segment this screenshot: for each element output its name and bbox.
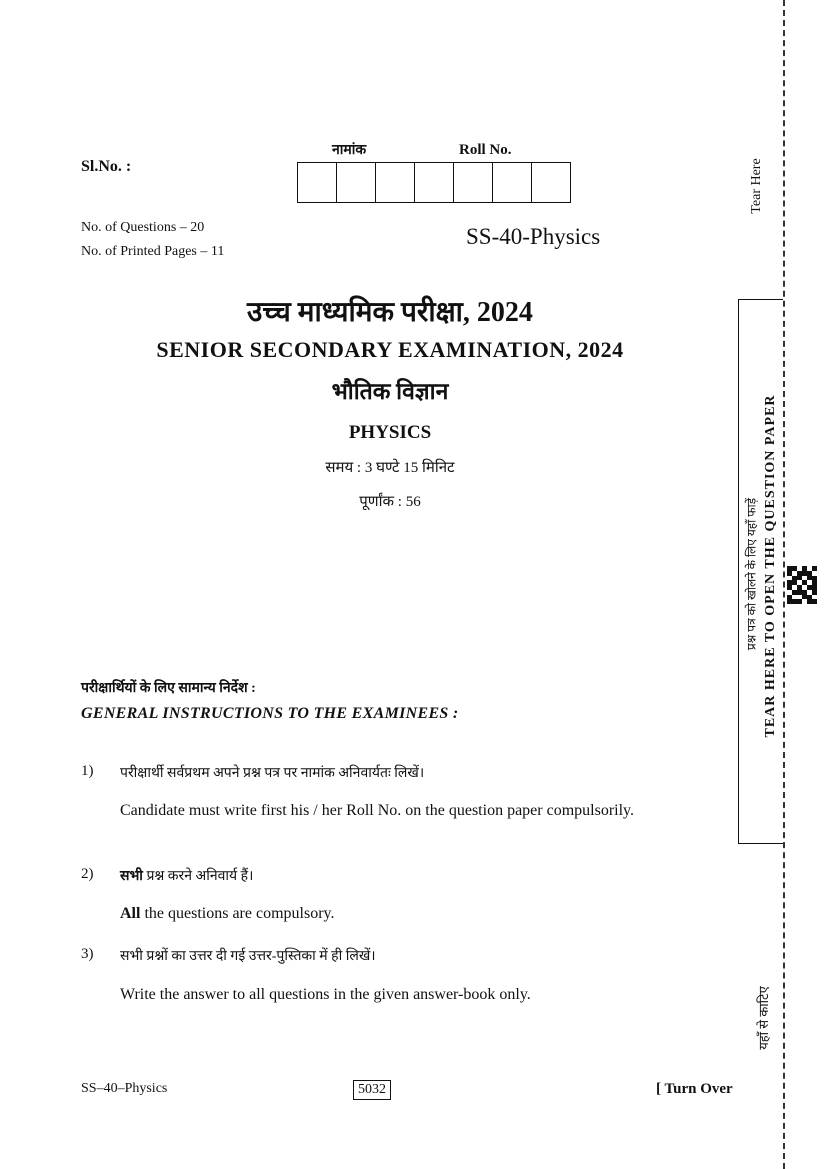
qr-code-icon bbox=[787, 566, 817, 604]
instruction-hindi: परीक्षार्थी सर्वप्रथम अपने प्रश्न पत्र पर नामांक अनिवार्यतः लिखें। bbox=[120, 766, 425, 781]
emphasis-text: All bbox=[120, 905, 141, 922]
number-of-questions: No. of Questions – 20 bbox=[81, 220, 205, 235]
instruction-english: Candidate must write first his / her Roll No. on the question paper compulsorily. bbox=[120, 802, 634, 819]
instruction-hindi: सभी प्रश्नों का उत्तर दी गई उत्तर-पुस्तिका में ही लिखें। bbox=[120, 949, 376, 964]
turn-over-label: [ Turn Over bbox=[656, 1081, 733, 1097]
exam-duration: समय : 3 घण्टे 15 मिनिट bbox=[325, 460, 455, 476]
instruction-text: प्रश्न करने अनिवार्य हैं। bbox=[142, 869, 254, 884]
tear-here-label: Tear Here bbox=[749, 158, 764, 214]
emphasis-text: सभी bbox=[120, 869, 143, 884]
instruction-english: Write the answer to all questions in the given answer-book only. bbox=[120, 986, 531, 1003]
instructions-heading: GENERAL INSTRUCTIONS TO THE EXAMINEES : bbox=[81, 705, 459, 722]
roll-digit-box[interactable] bbox=[415, 163, 454, 202]
cut-here-label: यहाँ से काटिए bbox=[756, 986, 771, 1050]
exam-title-hindi: उच्च माध्यमिक परीक्षा, 2024 bbox=[247, 297, 533, 328]
roll-digit-box[interactable] bbox=[298, 163, 337, 202]
roll-number-label: Roll No. bbox=[459, 142, 512, 158]
roll-digit-box[interactable] bbox=[493, 163, 532, 202]
instruction-number: 3) bbox=[81, 946, 94, 962]
roll-digit-box[interactable] bbox=[454, 163, 493, 202]
serial-number-label: Sl.No. : bbox=[81, 158, 132, 175]
roll-number-label-hindi: नामांक bbox=[332, 143, 367, 158]
roll-digit-box[interactable] bbox=[376, 163, 415, 202]
instruction-text: the questions are compulsory. bbox=[140, 905, 335, 922]
roll-digit-box[interactable] bbox=[337, 163, 376, 202]
roll-digit-box[interactable] bbox=[532, 163, 570, 202]
number-of-pages: No. of Printed Pages – 11 bbox=[81, 244, 225, 259]
footer-page-code: 5032 bbox=[353, 1080, 391, 1100]
instruction-number: 1) bbox=[81, 763, 94, 779]
instruction-number: 2) bbox=[81, 866, 94, 882]
subject-title: PHYSICS bbox=[348, 422, 432, 443]
maximum-marks: पूर्णांक : 56 bbox=[359, 494, 421, 510]
paper-code: SS-40-Physics bbox=[466, 224, 601, 249]
tear-instruction: TEAR HERE TO OPEN THE QUESTION PAPER bbox=[763, 394, 778, 738]
tear-instruction-hindi: प्रश्न पत्र को खोलने के लिए यहाँ फाड़ें bbox=[744, 497, 759, 651]
subject-title-hindi: भौतिक विज्ञान bbox=[331, 379, 449, 404]
roll-number-boxes[interactable] bbox=[297, 162, 571, 203]
footer-paper-code: SS–40–Physics bbox=[81, 1081, 168, 1096]
exam-title: SENIOR SECONDARY EXAMINATION, 2024 bbox=[156, 337, 624, 362]
instruction-hindi bbox=[120, 866, 253, 885]
instructions-heading-hindi: परीक्षार्थियों के लिए सामान्य निर्देश : bbox=[81, 681, 256, 696]
perforation-line bbox=[783, 0, 785, 1169]
instruction-english bbox=[120, 903, 334, 925]
